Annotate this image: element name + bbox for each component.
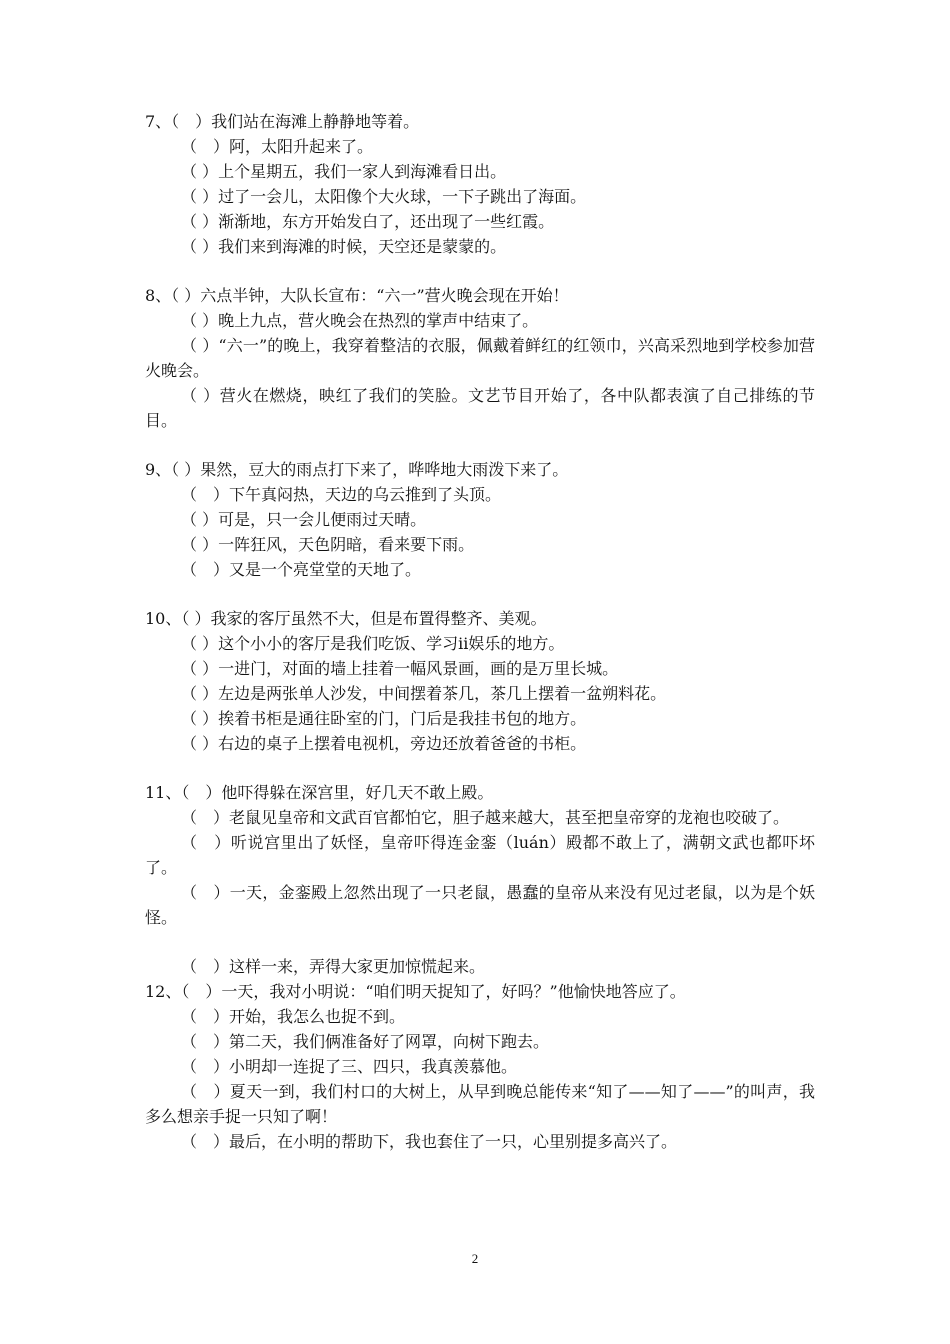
question-line: （ ）又是一个亮堂堂的天地了。 xyxy=(181,560,422,579)
question-line: （ ）阿，太阳升起来了。 xyxy=(181,137,374,156)
question-line: （ ）渐渐地，东方开始发白了，还出现了一些红霞。 xyxy=(181,212,555,231)
question-line: （ ）下午真闷热，天边的乌云推到了头顶。 xyxy=(181,485,502,504)
question-line: （ ）可是，只一会儿便雨过天晴。 xyxy=(181,510,427,529)
question-paragraph: （ ）一天，金銮殿上忽然出现了一只老鼠，愚蠢的皇帝从来没有见过老鼠，以为是个妖怪。 xyxy=(145,883,815,927)
question-line: （ ）第二天，我们俩准备好了网罩，向树下跑去。 xyxy=(181,1032,550,1051)
question-paragraph: （ ）“六一”的晚上，我穿着整洁的衣服，佩戴着鲜红的红领巾，兴高采烈地到学校参加营火晚会。 xyxy=(145,336,815,380)
question-paragraph: （ ）听说宫里出了妖怪，皇帝吓得连金銮（luán）殿都不敢上了，满朝文武也都吓坏了。 xyxy=(145,833,815,877)
question-line: 11、（ ）他吓得躲在深宫里，好几天不敢上殿。 xyxy=(145,783,494,802)
question-line: （ ）一进门，对面的墙上挂着一幅风景画，画的是万里长城。 xyxy=(181,659,619,678)
question-line: （ ）开始，我怎么也捉不到。 xyxy=(181,1007,406,1026)
question-line: 12、（ ）一天，我对小明说：“咱们明天捉知了，好吗？”他愉快地答应了。 xyxy=(145,982,686,1001)
question-line: （ ）我们来到海滩的时候，天空还是蒙蒙的。 xyxy=(181,237,507,256)
question-line: （ ）小明却一连捉了三、四只，我真羡慕他。 xyxy=(181,1057,518,1076)
question-line: （ ）过了一会儿，太阳像个大火球，一下子跳出了海面。 xyxy=(181,187,587,206)
question-line: 8、（ ）六点半钟，大队长宣布：“六一”营火晚会现在开始！ xyxy=(145,286,569,305)
question-line: 10、（ ）我家的客厅虽然不大，但是布置得整齐、美观。 xyxy=(145,609,547,628)
question-line: （ ）晚上九点，营火晚会在热烈的掌声中结束了。 xyxy=(181,311,539,330)
question-paragraph: （ ）老鼠见皇帝和文武百官都怕它，胆子越来越大，甚至把皇帝穿的龙袍也咬破了。 xyxy=(181,808,790,827)
question-line: （ ）挨着书柜是通往卧室的门，门后是我挂书包的地方。 xyxy=(181,709,587,728)
question-line: （ ）最后，在小明的帮助下，我也套住了一只，心里别提多高兴了。 xyxy=(181,1132,678,1151)
page-number: 2 xyxy=(471,1251,479,1266)
question-11 xyxy=(145,780,815,930)
question-line: （ ）上个星期五，我们一家人到海滩看日出。 xyxy=(181,162,507,181)
question-line: （ ）这样一来，弄得大家更加惊慌起来。 xyxy=(181,957,486,976)
question-7 xyxy=(145,109,815,259)
question-9 xyxy=(145,457,815,582)
question-8 xyxy=(145,283,815,433)
question-line: （ ）右边的桌子上摆着电视机，旁边还放着爸爸的书柜。 xyxy=(181,734,587,753)
question-12 xyxy=(145,954,815,1154)
exercise-content xyxy=(145,109,815,1154)
question-line: 9、（ ）果然，豆大的雨点打下来了，哗哗地大雨泼下来了。 xyxy=(145,460,569,479)
question-line: （ ）这个小小的客厅是我们吃饭、学习ii娱乐的地方。 xyxy=(181,634,565,653)
question-line: 7、（ ）我们站在海滩上静静地等着。 xyxy=(145,112,420,131)
question-paragraph: （ ）营火在燃烧，映红了我们的笑脸。文艺节目开始了，各中队都表演了自己排练的节目。 xyxy=(145,386,815,430)
question-paragraph: （ ）夏天一到，我们村口的大树上，从早到晚总能传来“知了——知了——”的叫声，我多么想亲手捉一只知了啊！ xyxy=(145,1082,815,1126)
question-10 xyxy=(145,606,815,756)
question-line: （ ）一阵狂风，天色阴暗，看来要下雨。 xyxy=(181,535,475,554)
question-line: （ ）左边是两张单人沙发，中间摆着茶几，茶几上摆着一盆朔料花。 xyxy=(181,684,667,703)
